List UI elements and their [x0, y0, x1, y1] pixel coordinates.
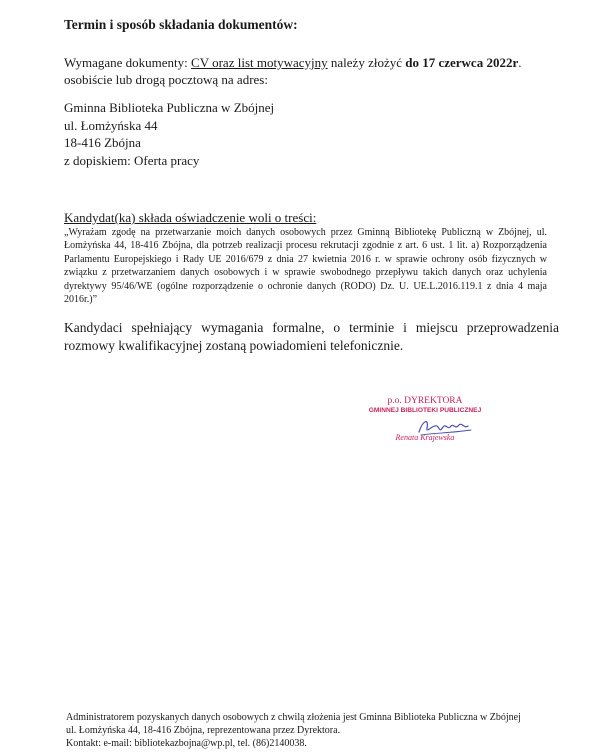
address-city: 18-416 Zbójna: [64, 135, 141, 150]
address-name: Gminna Biblioteka Publiczna w Zbójnej: [64, 100, 275, 115]
requirements-middle: należy złożyć: [327, 55, 406, 70]
address-note: z dopiskiem: Oferta pracy: [64, 152, 200, 168]
footer-contact: Kontakt: e-mail: bibliotekazbojna@wp.pl, tel. (86)2140038.: [66, 738, 307, 749]
interview-info-paragraph: Kandydaci spełniający wymagania formalne, o terminie i miejscu przeprowadzenia rozmowy kwalifikacyjnej zostaną powiadomieni telefonicznie.: [64, 320, 559, 353]
section-heading: Termin i sposób składania dokumentów:: [64, 17, 298, 32]
stamp-line-title: p.o. DYREKTORA: [387, 396, 463, 406]
candidate-statement-text: „Wyrażam zgodę na przetwarzanie moich danych osobowych przez Gminną Bibliotekę Publiczną w Zbójnej, ul. Łomżyńska 44, 18-416 Zbójna, dla potrzeb realizacji procesu rekrutacji zgodnie z art. 6 ust. 1 lit. a) Rozporządzenia Parlamentu Europejskiego i Rady UE 2016/679 z dnia 27 kwietnia 2016 r. w sprawie ochrony osób fizycznych w związku z przetwarzaniem danych osobowych i w sprawie swobodnego przepływu takich danych oraz uchylenia dyrektywy 95/46/WE (ogólne rozporządzenie o ochronie danych (RODO) Dz. U. UE.L.2016.119.1 z dnia 4 maja 2016r.)”: [64, 227, 547, 306]
deadline-date: do 17 czerwca 2022r: [405, 55, 519, 70]
requirements-intro: Wymagane dokumenty:: [64, 55, 192, 70]
requirements-paragraph: [64, 54, 564, 88]
stamp-director-name: Renata Krajewska: [395, 433, 455, 442]
gdpr-footer: [66, 711, 556, 750]
footer-line-1: Administratorem pozyskanych danych osobowych z chwilą złożenia jest Gminna Biblioteka Publiczna w Zbójnej: [66, 712, 521, 723]
director-stamp: [360, 396, 490, 456]
requirements-end: . osobiście lub drogą pocztową na adres:: [64, 55, 522, 87]
footer-line-2: ul. Łomżyńska 44, 18-416 Zbójna, reprezentowana przez Dyrektora.: [66, 725, 341, 736]
address-street: ul. Łomżyńska 44: [64, 117, 158, 133]
mailing-address: [64, 99, 274, 169]
stamp-line-institution: GMINNEJ BIBLIOTEKI PUBLICZNEJ: [368, 407, 482, 414]
required-documents: CV oraz list motywacyjny: [191, 55, 328, 70]
candidate-statement-title: Kandydat(ka) składa oświadczenie woli o treści:: [64, 210, 317, 225]
